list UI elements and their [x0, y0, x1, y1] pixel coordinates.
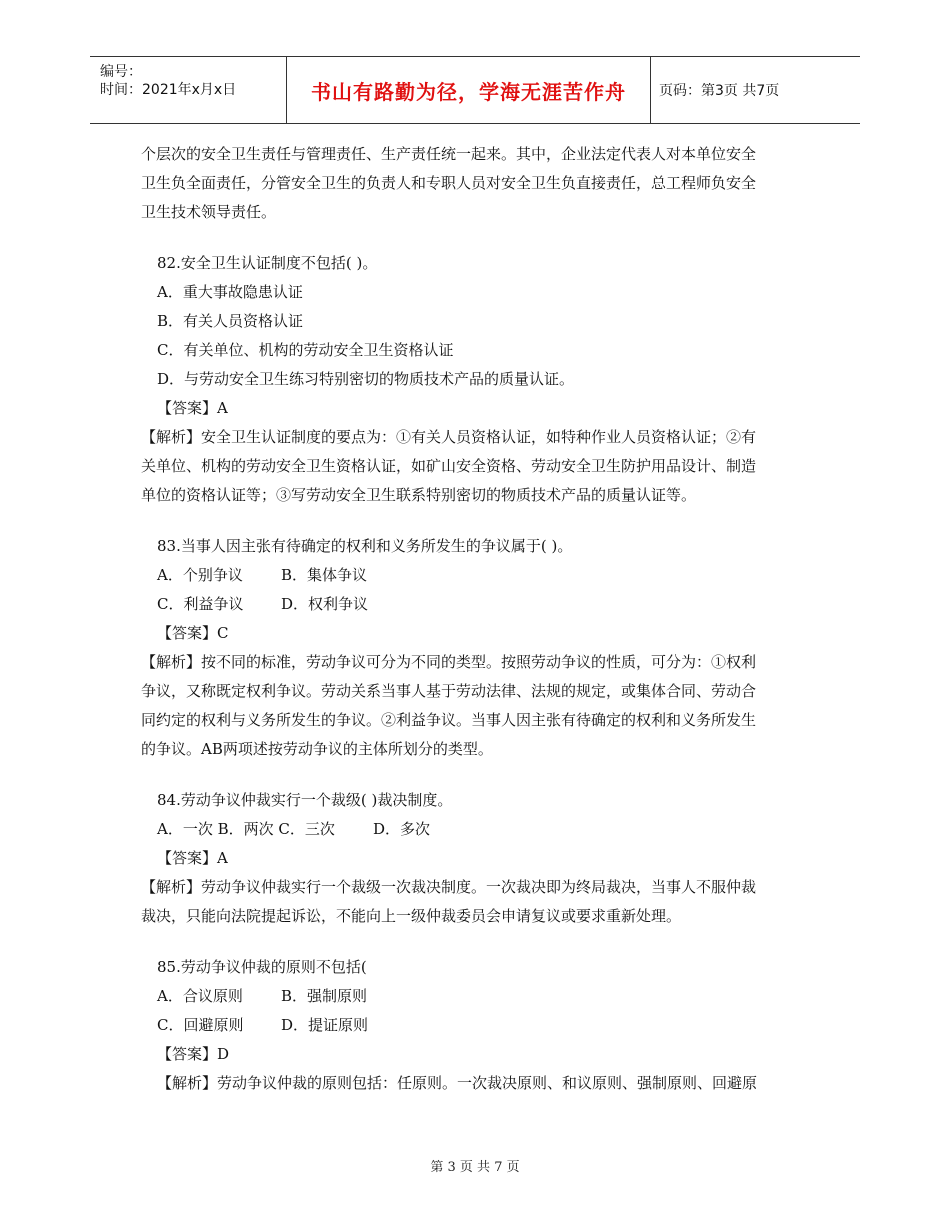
- question-82: 82.安全卫生认证制度不包括( )。: [157, 254, 378, 272]
- option-row: [141, 982, 813, 1011]
- answer: 【答案】A: [157, 849, 228, 867]
- answer: 【答案】A: [157, 399, 228, 417]
- analysis-line: 【解析】劳动争议仲裁实行一个裁级一次裁决制度。一次裁决即为终局裁决，当事人不服仲裁: [141, 878, 757, 896]
- analysis-line: 裁决，只能向法院提起诉讼，不能向上一级仲裁委员会申请复议或要求重新处理。: [141, 907, 682, 925]
- option: D．与劳动安全卫生练习特别密切的物质技术产品的质量认证。: [157, 370, 575, 388]
- analysis-line: 单位的资格认证等；③写劳动安全卫生联系特别密切的物质技术产品的质量认证等。: [141, 486, 697, 504]
- question-85: 85.劳动争议仲裁的原则不包括(: [157, 958, 367, 976]
- option: A．合议原则: [157, 987, 243, 1005]
- intro-line: 个层次的安全卫生责任与管理责任、生产责任统一起来。其中，企业法定代表人对本单位安全: [141, 145, 757, 163]
- analysis-line: 【解析】按不同的标准，劳动争议可分为不同的类型。按照劳动争议的性质，可分为：①权利: [141, 653, 757, 671]
- intro-line: 卫生负全面责任，分管安全卫生的负责人和专职人员对安全卫生负直接责任，总工程师负安全: [141, 174, 757, 192]
- option: A．个别争议: [157, 566, 243, 584]
- analysis-line: 【解析】劳动争议仲裁的原则包括：任原则。一次裁决原则、和议原则、强制原则、回避原: [157, 1074, 758, 1092]
- option: B．有关人员资格认证: [157, 312, 304, 330]
- intro-line: 卫生技术领导责任。: [141, 203, 277, 221]
- option-row: [141, 561, 813, 590]
- page-info: 页码：第3页 共7页: [659, 83, 780, 99]
- question-83: 83.当事人因主张有待确定的权利和义务所发生的争议属于( )。: [157, 537, 573, 555]
- analysis-line: 争议，又称既定权利争议。劳动关系当事人基于劳动法律、法规的规定，或集体合同、劳动合: [141, 682, 757, 700]
- option: C．利益争议: [157, 595, 244, 613]
- analysis-line: 关单位、机构的劳动安全卫生资格认证，如矿山安全资格、劳动安全卫生防护用品设计、制造: [141, 457, 757, 475]
- option: D．权利争议: [281, 595, 369, 613]
- document-body: [141, 140, 813, 1098]
- analysis-line: 同约定的权利与义务所发生的争议。②利益争议。当事人因主张有待确定的权利和义务所发生: [141, 711, 757, 729]
- time-label: 时间：2021年x月x日: [100, 82, 237, 98]
- option: B．强制原则: [281, 987, 368, 1005]
- option: B．集体争议: [281, 566, 368, 584]
- answer: 【答案】C: [157, 624, 229, 642]
- analysis-line: 的争议。AB两项述按劳动争议的主体所划分的类型。: [141, 740, 493, 758]
- header-page-cell: [651, 57, 868, 123]
- header-meta-cell: [90, 57, 287, 123]
- page-footer: 第 3 页 共 7 页: [430, 1160, 520, 1175]
- option: D．提证原则: [281, 1016, 369, 1034]
- answer: 【答案】D: [157, 1045, 230, 1063]
- option-row: [141, 590, 813, 619]
- option-row: [141, 1011, 813, 1040]
- number-label: 编号：: [100, 64, 142, 80]
- header-motto-cell: [287, 57, 651, 123]
- option: C．有关单位、机构的劳动安全卫生资格认证: [157, 341, 454, 359]
- analysis-line: 【解析】安全卫生认证制度的要点为：①有关人员资格认证，如特种作业人员资格认证；②有: [141, 428, 757, 446]
- page-header: [90, 56, 860, 124]
- option: A．重大事故隐患认证: [157, 283, 303, 301]
- motto: 书山有路勤为径，学海无涯苦作舟: [311, 79, 626, 104]
- option: C．回避原则: [157, 1016, 244, 1034]
- question-84: 84.劳动争议仲裁实行一个裁级( )裁决制度。: [157, 791, 453, 809]
- option-row: A．一次 B．两次 C．三次 D．多次: [157, 820, 431, 838]
